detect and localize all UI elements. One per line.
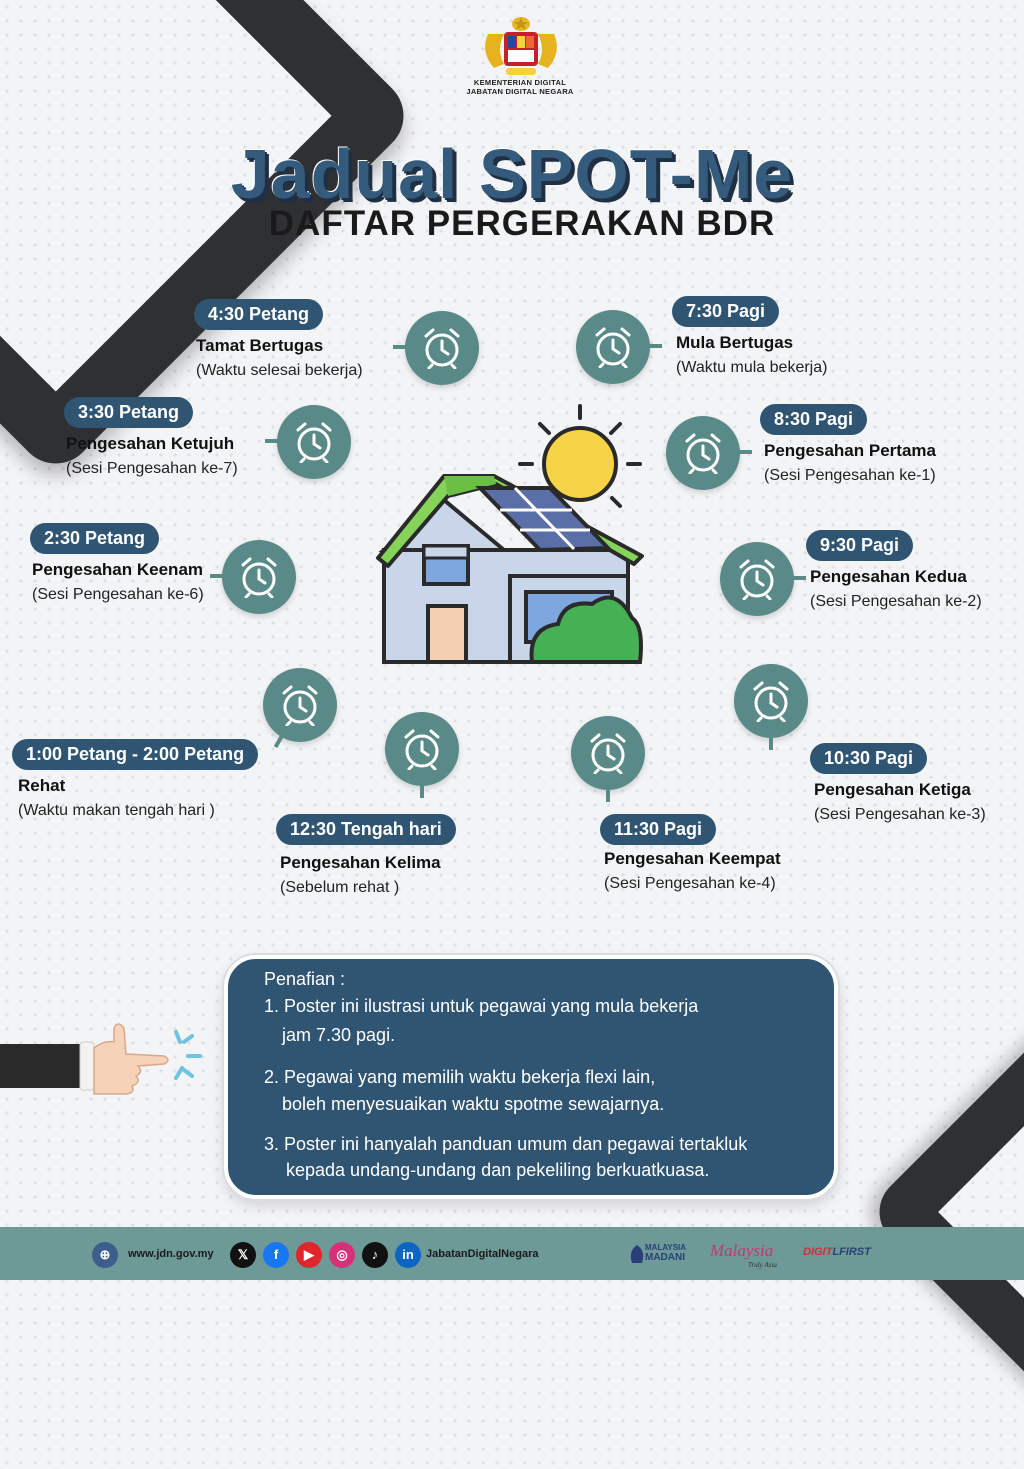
clock-icon-1530	[277, 405, 351, 479]
clock-pointer	[648, 344, 662, 348]
madani-line-1: MALAYSIA	[645, 1243, 687, 1252]
pointing-hand-illustration	[0, 1018, 210, 1098]
schedule-item-1030	[810, 743, 986, 824]
clock-icon-rehat	[263, 668, 337, 742]
schedule-note: (Waktu selesai bekerja)	[196, 362, 363, 379]
instagram-icon[interactable]: ◎	[329, 1242, 355, 1268]
facebook-icon[interactable]: f	[263, 1242, 289, 1268]
digital-first-part-b: L	[832, 1246, 840, 1258]
clock-pointer	[606, 788, 610, 802]
schedule-note: (Sesi Pengesahan ke-1)	[764, 467, 936, 484]
schedule-label: Tamat Bertugas	[196, 336, 324, 355]
page-title: Jadual SPOT-Me	[230, 135, 794, 213]
decorative-frame-bottom-right	[865, 955, 1024, 1469]
footer-bar	[0, 1227, 1024, 1280]
schedule-item-0830	[760, 404, 936, 485]
youtube-icon[interactable]: ▶	[296, 1242, 322, 1268]
social-handle: JabatanDigitalNegara	[426, 1248, 539, 1260]
time-badge: 7:30 Pagi	[672, 296, 779, 327]
disclaimer-item-1-line-1: 1. Poster ini ilustrasi untuk pegawai yang mula bekerja	[264, 996, 699, 1016]
schedule-label: Mula Bertugas	[676, 333, 794, 352]
clock-icon-1230	[385, 712, 459, 786]
digital-first-part-c: FIRST	[839, 1246, 871, 1258]
disclaimer-item-2-line-1: 2. Pegawai yang memilih waktu bekerja flexi lain,	[264, 1067, 656, 1087]
schedule-label: Pengesahan Keempat	[604, 849, 781, 868]
clock-pointer	[274, 734, 284, 748]
schedule-note: (Sesi Pengesahan ke-3)	[814, 806, 986, 823]
clock-icon-1630	[405, 311, 479, 385]
schedule-item-1530	[64, 397, 238, 478]
schedule-note: (Waktu mula bekerja)	[676, 359, 828, 376]
malaysia-wordmark: Malaysia	[710, 1241, 774, 1260]
clock-pointer	[265, 439, 279, 443]
truly-asia-tag: Truly Asia	[748, 1261, 777, 1269]
schedule-note: (Waktu makan tengah hari )	[18, 802, 215, 819]
clock-icon-1130	[571, 716, 645, 790]
schedule-item-0930	[806, 530, 982, 611]
schedule-note: (Sesi Pengesahan ke-7)	[66, 460, 238, 477]
website-link[interactable]: www.jdn.gov.my	[128, 1248, 214, 1260]
schedule-item-1130	[600, 814, 781, 893]
tiktok-icon[interactable]: ♪	[362, 1242, 388, 1268]
disclaimer-item-1-line-2: jam 7.30 pagi.	[282, 1025, 396, 1045]
schedule-item-1630	[194, 299, 363, 380]
digital-first-part-a: DIGIT	[803, 1246, 833, 1258]
time-badge: 4:30 Petang	[194, 299, 323, 330]
disclaimer-item-3-line-1: 3. Poster ini hanyalah panduan umum dan pegawai tertakluk	[264, 1134, 748, 1154]
clock-pointer	[420, 784, 424, 798]
schedule-label: Pengesahan Pertama	[764, 441, 936, 460]
schedule-item-1430	[30, 523, 204, 604]
clock-icon-0830	[666, 416, 740, 490]
globe-icon: ⊕	[92, 1242, 118, 1268]
disclaimer-box	[224, 955, 838, 1199]
disclaimer-item-3-line-2: kepada undang-undang dan pekeliling berkuatkuasa.	[286, 1160, 710, 1180]
clock-pointer	[769, 736, 773, 750]
coat-of-arms-logo	[478, 14, 564, 78]
schedule-item-1230	[276, 814, 456, 897]
clock-pointer	[210, 574, 224, 578]
time-badge: 9:30 Pagi	[806, 530, 913, 561]
x-twitter-icon[interactable]: 𝕏	[230, 1242, 256, 1268]
disclaimer-item-2-line-2: boleh menyesuaikan waktu spotme sewajarnya.	[282, 1094, 665, 1114]
clock-pointer	[792, 576, 806, 580]
malaysia-truly-asia-logo	[710, 1233, 786, 1273]
time-badge: 10:30 Pagi	[810, 743, 927, 774]
schedule-item-rehat	[12, 739, 258, 820]
time-badge: 3:30 Petang	[64, 397, 193, 428]
clock-pointer	[393, 345, 407, 349]
schedule-label: Pengesahan Kedua	[810, 567, 967, 586]
clock-icon-1430	[222, 540, 296, 614]
madani-line-2: MADANI	[645, 1252, 685, 1263]
clock-icon-1030	[734, 664, 808, 738]
schedule-item-0730	[672, 296, 827, 377]
department-line: JABATAN DIGITAL NEGARA	[466, 87, 574, 96]
time-badge: 8:30 Pagi	[760, 404, 867, 435]
linkedin-icon[interactable]: in	[395, 1242, 421, 1268]
time-badge: 12:30 Tengah hari	[276, 814, 456, 845]
schedule-note: (Sebelum rehat )	[280, 879, 400, 896]
solar-house-illustration	[372, 400, 652, 675]
digital-first-logo	[803, 1246, 871, 1258]
clock-icon-0730	[576, 310, 650, 384]
schedule-label: Pengesahan Keenam	[32, 560, 204, 579]
schedule-note: (Sesi Pengesahan ke-6)	[32, 586, 204, 603]
ministry-line-1: KEMENTERIAN DIGITAL	[473, 78, 567, 87]
schedule-label: Pengesahan Kelima	[280, 853, 441, 872]
schedule-label: Rehat	[18, 776, 66, 795]
time-badge: 1:00 Petang - 2:00 Petang	[12, 739, 258, 770]
schedule-note: (Sesi Pengesahan ke-4)	[604, 875, 776, 892]
schedule-label: Pengesahan Ketiga	[814, 780, 971, 799]
time-badge: 2:30 Petang	[30, 523, 159, 554]
clock-pointer	[738, 450, 752, 454]
disclaimer-heading: Penafian :	[264, 969, 346, 989]
schedule-note: (Sesi Pengesahan ke-2)	[810, 593, 982, 610]
schedule-label: Pengesahan Ketujuh	[66, 434, 235, 453]
page-subtitle: DAFTAR PERGERAKAN BDR	[268, 204, 776, 243]
clock-icon-0930	[720, 542, 794, 616]
time-badge: 11:30 Pagi	[600, 814, 716, 845]
ministry-name	[430, 78, 610, 96]
malaysia-madani-logo	[630, 1239, 694, 1269]
